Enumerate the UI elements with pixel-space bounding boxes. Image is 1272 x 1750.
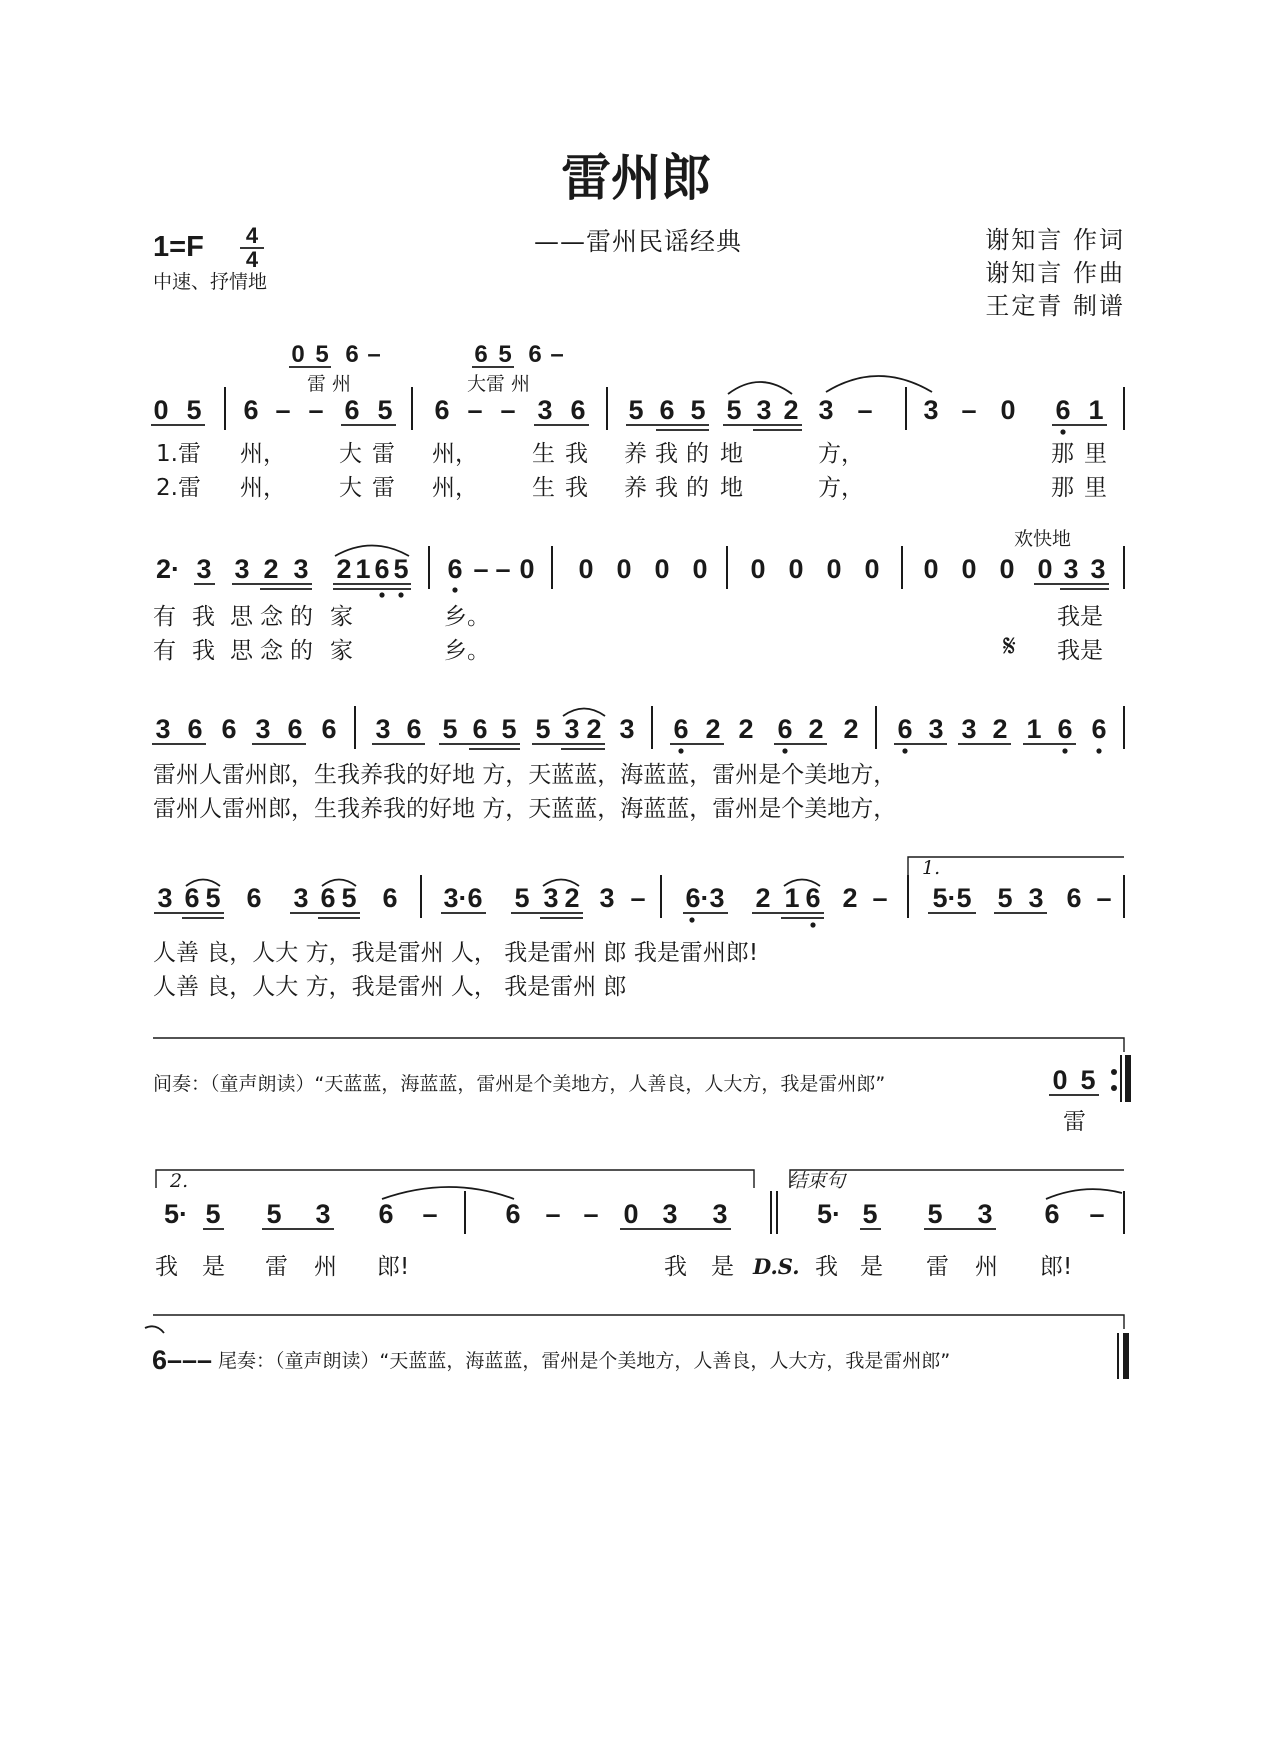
- lyric: 雷: [265, 1254, 288, 1280]
- note: –: [583, 1199, 599, 1229]
- note: 0: [153, 395, 169, 425]
- segno-sign: 𝄋: [1003, 629, 1016, 664]
- lyrics-row-1-verse-1: [156, 441, 1107, 467]
- note: 3: [564, 714, 580, 744]
- outro-note: 6–––: [152, 1345, 213, 1375]
- note: 6: [187, 714, 203, 744]
- note: 2: [336, 554, 352, 584]
- note: 6: [528, 341, 542, 368]
- lyric: 大雷 州: [467, 373, 531, 395]
- outro-text: 尾奏：（童声朗读）“天蓝蓝，海蓝蓝，雷州是个美地方，人善良，人大方，我是雷州郎”: [218, 1350, 951, 1372]
- note: 5·5: [932, 883, 972, 913]
- note: 6: [221, 714, 237, 744]
- lyric: 我: [565, 441, 588, 467]
- lyrics-row-3-verse-1: 雷州人雷州郎，生我养我的好地 方，天蓝蓝，海蓝蓝，雷州是个美地方，: [153, 762, 897, 788]
- slur: [728, 382, 792, 394]
- note: 3: [818, 395, 834, 425]
- note: 2: [738, 714, 754, 744]
- lyric: 雷: [372, 441, 395, 467]
- key-signature: 1=F: [153, 231, 204, 263]
- lyric: 我: [655, 441, 678, 467]
- lyric: 的: [686, 441, 709, 467]
- credit-composer: 谢知言 作曲: [985, 259, 1125, 287]
- lyric: 州: [975, 1254, 998, 1280]
- alternate-phrase-2: [467, 341, 564, 395]
- note: 5: [1080, 1065, 1096, 1095]
- lyric: 大: [339, 441, 362, 467]
- note: –: [275, 395, 291, 425]
- note: –: [961, 395, 977, 425]
- lyric: 雷: [1063, 1109, 1086, 1135]
- note: 6: [673, 714, 689, 744]
- lyric: 里: [1084, 475, 1107, 501]
- low-octave-dot: [678, 748, 683, 753]
- song-title: 雷州郎: [561, 148, 711, 207]
- lyric: 我: [192, 638, 215, 664]
- note: 2·: [155, 554, 181, 584]
- note: 3: [234, 554, 250, 584]
- note: 6: [1044, 1199, 1060, 1229]
- coda-label: 结束句: [788, 1170, 846, 1192]
- lyric: 乡。: [444, 604, 490, 630]
- lyric: 养: [624, 475, 647, 501]
- note: –: [630, 883, 646, 913]
- note: 3: [923, 395, 939, 425]
- lyric: 地: [720, 475, 743, 501]
- note: 3: [375, 714, 391, 744]
- notation-row-6: [164, 1191, 1124, 1234]
- lyric: 雷: [926, 1254, 949, 1280]
- lyric: 家: [330, 638, 353, 664]
- interlude-text: 间奏：（童声朗读）“天蓝蓝，海蓝蓝，雷州是个美地方，人善良，人大方，我是雷州郎”: [153, 1073, 886, 1095]
- note: –: [545, 1199, 561, 1229]
- low-octave-dot: [782, 748, 787, 753]
- note: 0: [578, 554, 594, 584]
- note: –: [857, 395, 873, 425]
- note: 2: [263, 554, 279, 584]
- credit-arranger: 王定青 制谱: [985, 292, 1125, 320]
- lyrics-row-2-verse-1: [153, 604, 1103, 630]
- note: 5: [341, 883, 357, 913]
- note: 0: [692, 554, 708, 584]
- note: 1: [784, 883, 800, 913]
- note: –: [308, 395, 324, 425]
- lyric: 2.雷: [156, 475, 201, 501]
- note: 0: [519, 554, 535, 584]
- note: 3: [599, 883, 615, 913]
- note: 0: [961, 554, 977, 584]
- note: 5: [726, 395, 742, 425]
- repeat-dot: [1111, 1085, 1117, 1091]
- lyric: 的: [686, 475, 709, 501]
- note: 0: [999, 554, 1015, 584]
- note: 3: [662, 1199, 678, 1229]
- note: 5: [205, 883, 221, 913]
- tie: [382, 1187, 514, 1199]
- tie: [145, 1326, 164, 1333]
- lyric: 我: [664, 1254, 687, 1280]
- note: 6: [1055, 395, 1071, 425]
- expression-mark: 欢快地: [1014, 528, 1072, 550]
- note: 3: [977, 1199, 993, 1229]
- note: 2: [783, 395, 799, 425]
- lyric: 方，: [818, 441, 864, 467]
- tempo-marking: 中速、抒情地: [153, 271, 268, 293]
- note: 0: [616, 554, 632, 584]
- note: 6: [287, 714, 303, 744]
- lyric: 地: [720, 441, 743, 467]
- notation-row-4: [154, 875, 1124, 928]
- note: 3: [255, 714, 271, 744]
- low-octave-dot: [810, 922, 815, 927]
- lyric: 雷 州: [307, 373, 352, 395]
- time-signature-bottom: 4: [245, 247, 259, 272]
- note: 2: [755, 883, 771, 913]
- note: 0: [623, 1199, 639, 1229]
- lyric: 我: [192, 604, 215, 630]
- lyric: 我: [655, 475, 678, 501]
- note: 3: [756, 395, 772, 425]
- note: 3: [155, 714, 171, 744]
- note: 6: [777, 714, 793, 744]
- low-octave-dot: [689, 917, 694, 922]
- notation-row-2: [156, 546, 1124, 598]
- note: 6: [447, 554, 463, 584]
- note: 5: [535, 714, 551, 744]
- lyrics-row-2-verse-2: [153, 638, 1103, 664]
- note: 6: [374, 554, 390, 584]
- lyric: 养: [624, 441, 647, 467]
- lyric: 郎!: [377, 1254, 410, 1280]
- note: 6: [897, 714, 913, 744]
- lyric: 念: [260, 638, 283, 664]
- lyric: 里: [1084, 441, 1107, 467]
- second-ending-label: 2.: [170, 1170, 189, 1192]
- note: 3: [157, 883, 173, 913]
- note: 3: [315, 1199, 331, 1229]
- note: 6: [382, 883, 398, 913]
- note: 2: [842, 883, 858, 913]
- note: 6: [434, 395, 450, 425]
- note: 6: [344, 395, 360, 425]
- first-ending-label: 1.: [922, 857, 941, 879]
- note: 6: [505, 1199, 521, 1229]
- note: 0: [654, 554, 670, 584]
- note: 5: [862, 1199, 878, 1229]
- lyrics-row-1-verse-2: [156, 475, 1107, 501]
- lyric: 念: [260, 604, 283, 630]
- alternate-phrase-1: [289, 341, 381, 395]
- note: 6: [1057, 714, 1073, 744]
- note: 2: [808, 714, 824, 744]
- lyric: 我是: [1057, 604, 1103, 630]
- lyric: 我是: [1057, 638, 1103, 664]
- lyric: 雷: [372, 475, 395, 501]
- note: 0: [1052, 1065, 1068, 1095]
- lyric: 生: [532, 475, 555, 501]
- note: 5: [266, 1199, 282, 1229]
- note: 6: [570, 395, 586, 425]
- credit-lyricist: 谢知言 作词: [985, 226, 1125, 254]
- lyric: 大: [339, 475, 362, 501]
- lyric: 有: [153, 604, 176, 630]
- lyric: 家: [330, 604, 353, 630]
- note: 6: [1091, 714, 1107, 744]
- note: 6: [474, 341, 488, 368]
- note: 3: [928, 714, 944, 744]
- lyric: 的: [290, 638, 313, 664]
- note: 1: [1088, 395, 1104, 425]
- note: 0: [1037, 554, 1053, 584]
- lyric: 那: [1051, 475, 1074, 501]
- note: 6: [345, 341, 359, 368]
- note: –: [473, 554, 489, 584]
- note: 5·: [816, 1199, 842, 1229]
- lyric: 方，: [818, 475, 864, 501]
- note: 5: [690, 395, 706, 425]
- note: 1: [1026, 714, 1042, 744]
- low-octave-dot: [1060, 429, 1065, 434]
- note: 5: [514, 883, 530, 913]
- note: 5: [315, 341, 329, 368]
- lyric: 州: [314, 1254, 337, 1280]
- notation-row-3: [152, 706, 1124, 754]
- lyric: 我: [155, 1254, 178, 1280]
- low-octave-dot: [452, 587, 457, 592]
- lyric: 州，: [432, 441, 478, 467]
- lyric: 那: [1051, 441, 1074, 467]
- note: 3: [196, 554, 212, 584]
- note: –: [1096, 883, 1112, 913]
- note: –: [872, 883, 888, 913]
- note: 0: [788, 554, 804, 584]
- tie: [826, 376, 932, 392]
- note: 5: [186, 395, 202, 425]
- note: –: [422, 1199, 438, 1229]
- note: –: [550, 341, 564, 368]
- note: 0: [291, 341, 305, 368]
- note: 2: [843, 714, 859, 744]
- lyric: 州，: [240, 441, 286, 467]
- outro-bracket: [153, 1315, 1124, 1329]
- low-octave-dot: [902, 748, 907, 753]
- note: 5: [501, 714, 517, 744]
- lyrics-row-6: [155, 1254, 1072, 1280]
- lyrics-row-4-verse-2: 人善 良，人大 方，我是雷州 人， 我是雷州 郎: [153, 974, 627, 1000]
- lyric: 我: [565, 475, 588, 501]
- lyric: 是: [202, 1254, 225, 1280]
- note: 3: [543, 883, 559, 913]
- note: –: [1089, 1199, 1105, 1229]
- note: 3: [293, 883, 309, 913]
- low-octave-dot: [1062, 748, 1067, 753]
- note: 3: [961, 714, 977, 744]
- note: –: [495, 554, 511, 584]
- note: 2: [992, 714, 1008, 744]
- notation-row-1: [151, 376, 1124, 435]
- lyric: 1.雷: [156, 441, 201, 467]
- note: 3: [1063, 554, 1079, 584]
- first-ending-bracket: [908, 857, 1124, 876]
- note: 5: [498, 341, 512, 368]
- lyrics-row-4-verse-1: 人善 良，人大 方，我是雷州 人， 我是雷州 郎 我是雷州郎!: [153, 940, 759, 966]
- low-octave-dot: [398, 592, 403, 597]
- note: 6: [805, 883, 821, 913]
- note: 6: [659, 395, 675, 425]
- note: 3: [1090, 554, 1106, 584]
- note: 6·3: [685, 883, 725, 913]
- lyric: 生: [532, 441, 555, 467]
- note: 1: [355, 554, 371, 584]
- note: 5: [442, 714, 458, 744]
- note: 0: [923, 554, 939, 584]
- lyric: 州，: [240, 475, 286, 501]
- note: 0: [826, 554, 842, 584]
- note: 5: [997, 883, 1013, 913]
- tie: [1046, 1189, 1122, 1199]
- note: 6: [378, 1199, 394, 1229]
- note: 6: [321, 714, 337, 744]
- repeat-dot: [1111, 1069, 1117, 1075]
- lyric: 我: [815, 1254, 838, 1280]
- low-octave-dot: [379, 592, 384, 597]
- note: 6: [243, 395, 259, 425]
- note: 3: [619, 714, 635, 744]
- time-signature-top: 4: [245, 223, 259, 248]
- note: –: [500, 395, 516, 425]
- note: 6: [472, 714, 488, 744]
- lyric: 乡。: [444, 638, 490, 664]
- note: 3·6: [443, 883, 483, 913]
- note: –: [367, 341, 381, 368]
- dal-segno-mark: D.S.: [753, 1254, 800, 1279]
- note: 5: [205, 1199, 221, 1229]
- note: 6: [406, 714, 422, 744]
- note: 0: [1000, 395, 1016, 425]
- note: 2: [564, 883, 580, 913]
- note: 6: [1066, 883, 1082, 913]
- lyric: 思: [230, 638, 253, 664]
- second-ending-bracket: [156, 1170, 754, 1188]
- note: 3: [537, 395, 553, 425]
- note: 2: [586, 714, 602, 744]
- interlude-bracket: [153, 1038, 1124, 1052]
- note: 5·: [163, 1199, 189, 1229]
- lyric: 是: [860, 1254, 883, 1280]
- note: 2: [705, 714, 721, 744]
- song-subtitle: ——雷州民谣经典: [533, 227, 743, 256]
- note: 5: [377, 395, 393, 425]
- note: –: [467, 395, 483, 425]
- note: 6: [320, 883, 336, 913]
- note: 3: [712, 1199, 728, 1229]
- note: 6: [184, 883, 200, 913]
- note: 0: [750, 554, 766, 584]
- lyric: 是: [711, 1254, 734, 1280]
- note: 5: [927, 1199, 943, 1229]
- lyric: 有: [153, 638, 176, 664]
- note: 3: [1028, 883, 1044, 913]
- low-octave-dot: [1096, 748, 1101, 753]
- note: 3: [293, 554, 309, 584]
- note: 5: [628, 395, 644, 425]
- note: 0: [864, 554, 880, 584]
- lyric: 郎!: [1040, 1254, 1073, 1280]
- lyrics-row-3-verse-2: 雷州人雷州郎，生我养我的好地 方，天蓝蓝，海蓝蓝，雷州是个美地方，: [153, 796, 897, 822]
- lyric: 州，: [432, 475, 478, 501]
- note: 6: [246, 883, 262, 913]
- lyric: 的: [290, 604, 313, 630]
- note: 5: [393, 554, 409, 584]
- lyric: 思: [230, 604, 253, 630]
